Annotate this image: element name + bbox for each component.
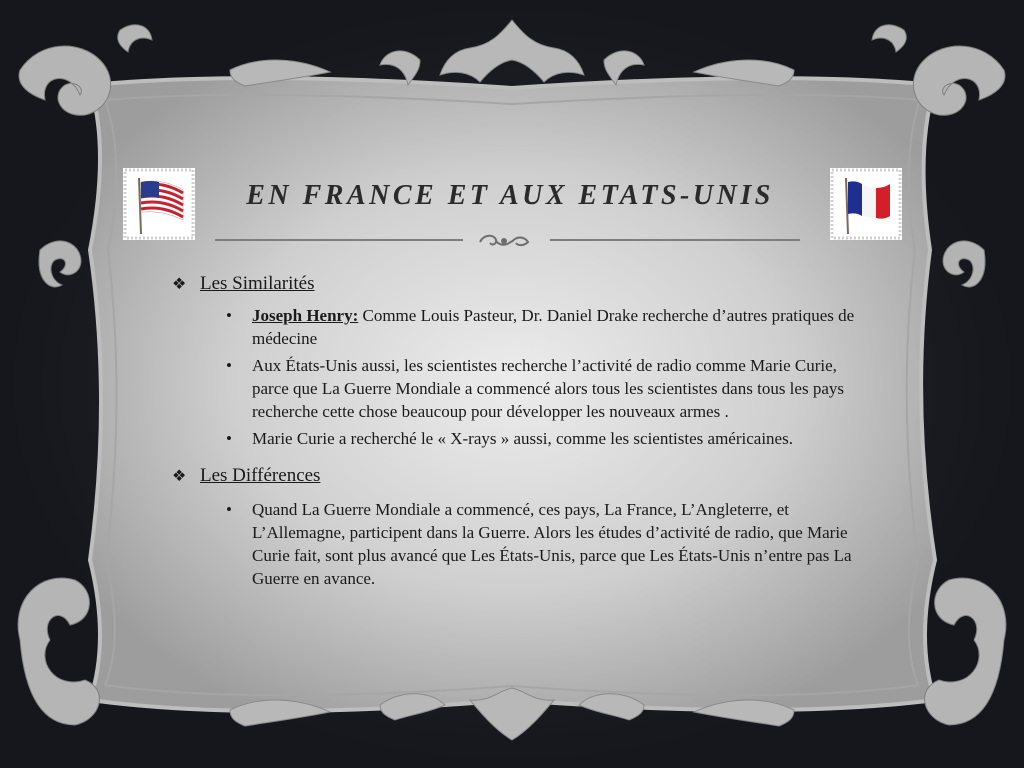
item-lead: Joseph Henry:	[252, 306, 359, 325]
bullet-icon: •	[226, 429, 232, 448]
list-item	[170, 304, 872, 350]
section-heading-label: Les Différences	[200, 465, 321, 486]
slide-content	[170, 272, 890, 594]
scroll-ornament-icon	[470, 230, 538, 252]
france-flag-icon	[830, 168, 902, 240]
list-item	[170, 354, 872, 423]
bullet-icon: •	[226, 306, 232, 325]
item-text: Quand La Guerre Mondiale a commencé, ces pays, La France, L’Angleterre, et L’Allemagne, participent dans la Guerre. Alors les études d’activité de radio, que Marie Curie fait, sont plus avancé que Les États-Unis, parce que Les États-Unis n’entre pas La Guerre en avance.	[252, 500, 852, 588]
list-item	[170, 498, 872, 590]
title-divider-right	[550, 239, 800, 241]
bullet-icon: •	[226, 356, 232, 375]
item-text: Aux États-Unis aussi, les scientistes recherche l’activité de radio comme Marie Curie, parce que La Guerre Mondiale a commencé alors tous les scientistes dans tous les pays recherche cette chose beaucoup pour développer les nouveaux armes .	[252, 356, 844, 421]
bullet-icon: •	[226, 500, 232, 519]
section-heading-similarites	[170, 272, 890, 298]
section-heading-label: Les Similarités	[200, 273, 315, 294]
similarites-list	[170, 304, 890, 450]
section-heading-differences	[170, 464, 890, 490]
diamond-bullet-icon: ❖	[172, 468, 187, 485]
item-text: Marie Curie a recherché le « X-rays » aussi, comme les scientistes américaines.	[252, 429, 793, 448]
title-divider-left	[215, 239, 463, 241]
us-flag-icon	[123, 168, 195, 240]
differences-list	[170, 498, 890, 590]
slide-title: EN FRANCE ET AUX ETATS-UNIS	[246, 180, 774, 211]
list-item	[170, 427, 872, 450]
diamond-bullet-icon: ❖	[172, 276, 187, 293]
item-text: Comme Louis Pasteur, Dr. Daniel Drake recherche d’autres pratiques de médecine	[252, 306, 855, 348]
